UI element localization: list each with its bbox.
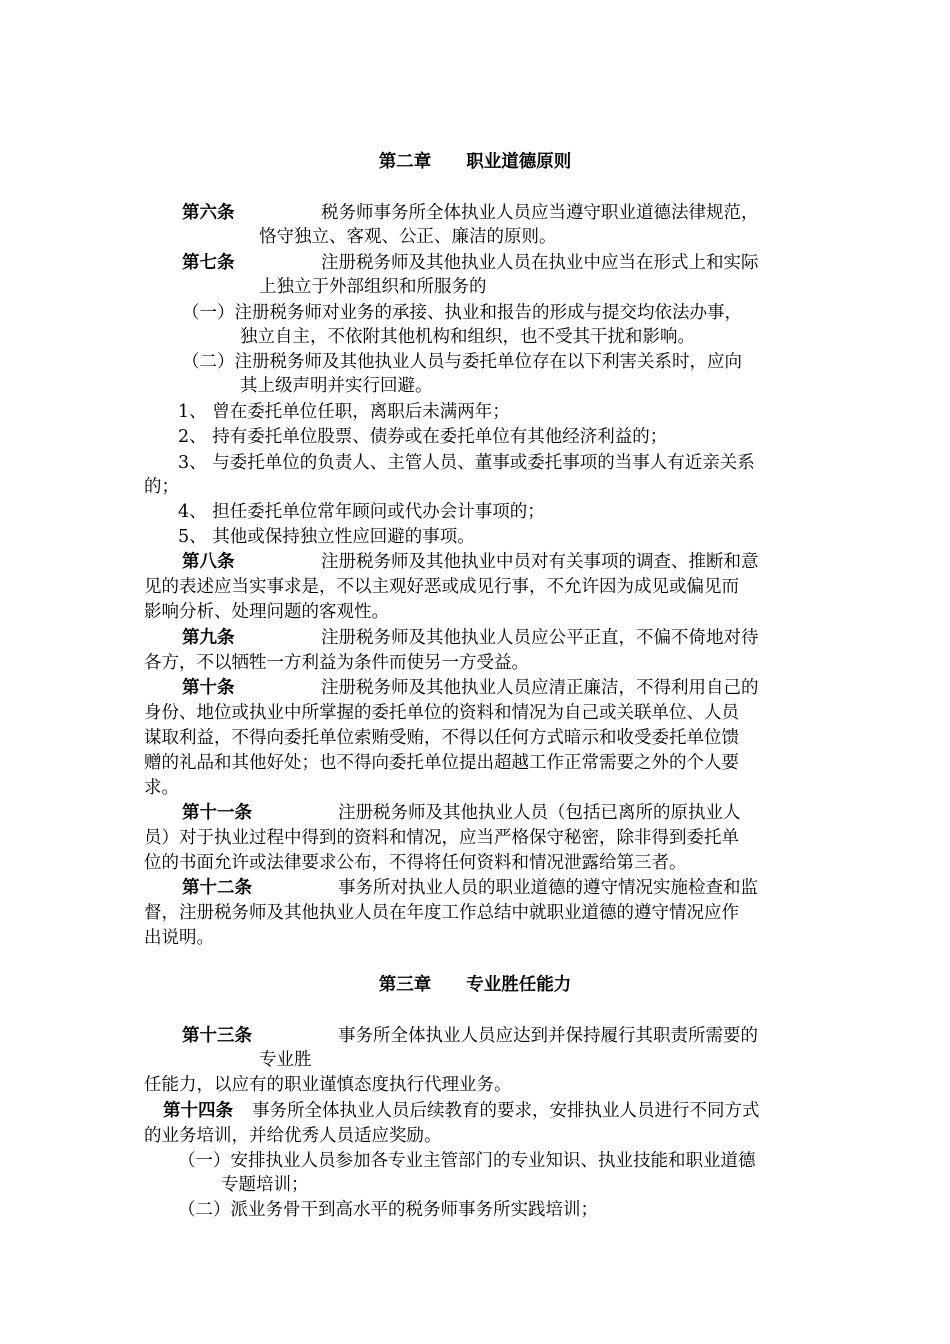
article-6-label: 第六条 — [182, 203, 235, 223]
article-10-line-2: 身份、地位或执业中所掌握的委托单位的资料和情况为自己或关联单位、人员 — [144, 703, 739, 723]
article-8-line-3: 影响分析、处理问题的客观性。 — [144, 602, 389, 622]
chapter-2-number: 第二章 — [378, 152, 432, 172]
article-7-subitem-2: 2、 持有委托单位股票、债券或在委托单位有其他经济利益的； — [178, 427, 668, 447]
article-7-item-2-line-1: （二）注册税务师及其他执业人员与委托单位存在以下利害关系时，应向 — [182, 352, 742, 372]
article-7-subitem-1: 1、 曾在委托单位任职，离职后未满两年； — [178, 402, 510, 422]
article-7-subitem-3-cont: 的； — [144, 477, 179, 497]
article-10-line-3: 谋取利益，不得向委托单位索贿受贿，不得以任何方式暗示和收受委托单位馈 — [144, 728, 739, 748]
article-8-label: 第八条 — [182, 552, 235, 572]
chapter-2-heading — [0, 150, 950, 174]
article-13-line-1: 事务所全体执业人员应达到并保持履行其职责所需要的 — [338, 1026, 758, 1046]
article-10-line-5: 求。 — [144, 778, 179, 798]
article-12-line-1: 事务所对执业人员的职业道德的遵守情况实施检查和监 — [338, 878, 758, 898]
article-7-subitem-5: 5、 其他或保持独立性应回避的事项。 — [178, 527, 475, 547]
article-7-item-1-line-1: （一）注册税务师对业务的承接、执业和报告的形成与提交均依法办事， — [182, 303, 742, 323]
article-12-line-2: 督，注册税务师及其他执业人员在年度工作总结中就职业道德的遵守情况应作 — [144, 903, 739, 923]
article-8-line-2: 见的表述应当实事求是，不以主观好恶或成见行事，不允许因为成见或偏见而 — [144, 577, 739, 597]
article-7-line-2: 上独立于外部组织和所服务的 — [259, 277, 487, 297]
article-11-line-3: 位的书面允许或法律要求公布，不得将任何资料和情况泄露给第三者。 — [144, 853, 687, 873]
article-8-line-1: 注册税务师及其他执业中员对有关事项的调查、推断和意 — [321, 552, 759, 572]
article-7-line-1: 注册税务师及其他执业人员在执业中应当在形式上和实际 — [321, 253, 759, 273]
article-14-line-2: 的业务培训，并给优秀人员适应奖励。 — [144, 1126, 442, 1146]
article-14-label: 第十四条 — [163, 1101, 233, 1121]
article-14-line-1: 事务所全体执业人员后续教育的要求，安排执业人员进行不同方式 — [252, 1101, 760, 1121]
article-6-line-2: 恪守独立、客观、公正、廉洁的原则。 — [259, 227, 557, 247]
article-9-line-1: 注册税务师及其他执业人员应公平正直，不偏不倚地对待 — [321, 628, 759, 648]
chapter-3-heading — [0, 973, 950, 997]
article-11-line-2: 员）对于执业过程中得到的资料和情况，应当严格保守秘密，除非得到委托单 — [144, 828, 739, 848]
article-7-subitem-3: 3、 与委托单位的负责人、主管人员、董事或委托事项的当事人有近亲关系 — [178, 453, 755, 473]
article-9-label: 第九条 — [182, 628, 235, 648]
article-13-line-3: 任能力，以应有的职业谨慎态度执行代理业务。 — [144, 1075, 512, 1095]
article-14-item-1-line-1: （一）安排执业人员参加各专业主管部门的专业知识、执业技能和职业道德 — [178, 1151, 756, 1171]
article-7-subitem-4: 4、 担任委托单位常年顾问或代办会计事项的； — [178, 502, 545, 522]
article-11-line-1: 注册税务师及其他执业人员（包括已离所的原执业人 — [338, 803, 741, 823]
article-7-item-1-line-2: 独立自主，不依附其他机构和组织，也不受其干扰和影响。 — [240, 327, 695, 347]
chapter-2-title: 职业道德原则 — [466, 152, 572, 172]
article-10-line-1: 注册税务师及其他执业人员应清正廉洁，不得利用自己的 — [321, 678, 759, 698]
article-6-line-1: 税务师事务所全体执业人员应当遵守职业道德法律规范， — [321, 203, 759, 223]
article-9-line-2: 各方，不以牺牲一方利益为条件而使另一方受益。 — [144, 653, 529, 673]
article-13-line-2: 专业胜 — [259, 1050, 312, 1070]
article-12-label: 第十二条 — [182, 878, 252, 898]
article-7-item-2-line-2: 其上级声明并实行回避。 — [240, 376, 433, 396]
chapter-3-number: 第三章 — [378, 975, 432, 995]
chapter-3-title: 专业胜任能力 — [466, 975, 572, 995]
article-10-label: 第十条 — [182, 678, 235, 698]
article-12-line-3: 出说明。 — [144, 928, 214, 948]
article-7-label: 第七条 — [182, 253, 235, 273]
article-13-label: 第十三条 — [182, 1026, 252, 1046]
article-11-label: 第十一条 — [182, 803, 252, 823]
article-10-line-4: 赠的礼品和其他好处；也不得向委托单位提出超越工作正常需要之外的个人要 — [144, 753, 739, 773]
article-14-item-1-line-2: 专题培训； — [221, 1175, 309, 1195]
article-14-item-2-line-1: （二）派业务骨干到高水平的税务师事务所实践培训； — [178, 1200, 598, 1220]
